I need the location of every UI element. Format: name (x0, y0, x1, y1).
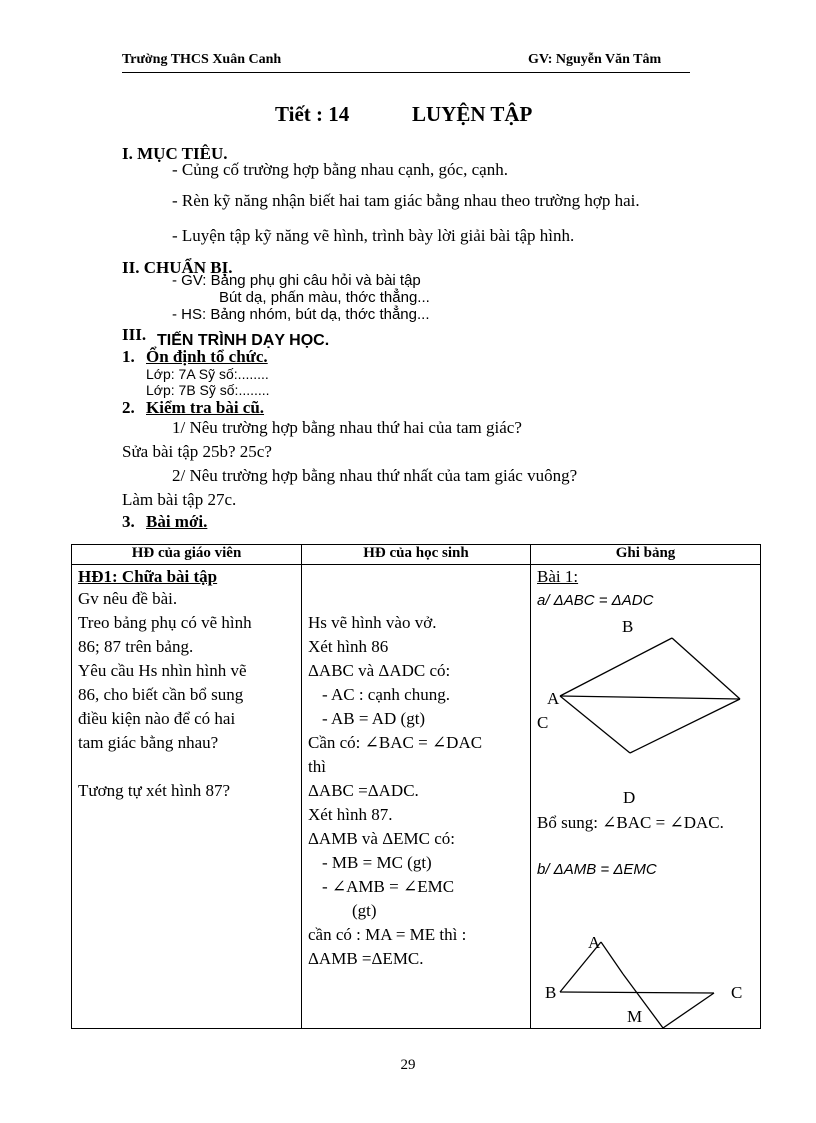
supplement-condition: Bổ sung: ∠BAC = ∠DAC. (537, 813, 724, 832)
step-2-label: Kiểm tra bài cũ. (146, 398, 265, 417)
step-3-label: Bài mới. (146, 512, 208, 531)
segment-am (601, 942, 623, 974)
student-line: - ∠AMB = ∠EMC (322, 877, 455, 896)
student-line: ΔABC =ΔADC. (308, 781, 419, 800)
student-line: Hs vẽ hình vào vở. (308, 613, 437, 632)
school-name: Trường THCS Xuân Canh (122, 52, 282, 67)
page-number: 29 (400, 1057, 416, 1073)
student-line: ΔABC và ΔADC có: (308, 661, 451, 680)
student-line: - AB = AD (gt) (322, 709, 426, 728)
student-line: cần có : MA = ME thì : (308, 925, 467, 944)
header-student-activity: HĐ của học sinh (302, 545, 531, 565)
teacher-column (72, 565, 302, 1029)
segment-bc (672, 638, 740, 699)
objective-2: - Rèn kỹ năng nhận biết hai tam giác bằng nhau theo trường hợp hai. (172, 191, 640, 210)
segment-ab (560, 638, 672, 696)
teacher-line: Yêu cầu Hs nhìn hình vẽ (78, 661, 247, 680)
activity-1-heading: HĐ1: Chữa bài tập (78, 567, 218, 586)
prep-teacher-tools: Bút dạ, phấn màu, thớc thẳng... (219, 289, 430, 306)
teacher-line: 86, cho biết cần bổ sung (78, 685, 244, 704)
student-line: (gt) (352, 901, 377, 920)
fig2-label-c: C (731, 983, 743, 1002)
student-line: Cần có: ∠BAC = ∠DAC (308, 733, 483, 752)
student-line: - AC : cạnh chung. (322, 685, 450, 704)
fig2-label-b: B (545, 983, 557, 1002)
fig1-label-a: A (547, 689, 560, 708)
segment-cd (630, 699, 740, 753)
lesson-period: Tiết : 14 (275, 102, 350, 126)
section-3-number: III. (122, 325, 147, 344)
teacher-line: tam giác bằng nhau? (78, 733, 219, 752)
student-column (302, 565, 531, 1029)
fig1-label-b: B (622, 617, 634, 636)
step-2-number: 2. (122, 398, 135, 417)
step-1-label: Ổn định tổ chức. (146, 347, 268, 366)
teacher-line: Gv nêu đề bài. (78, 589, 178, 608)
part-b-statement: b/ ΔAMB = ΔEMC (537, 861, 657, 878)
exercise-title: Bài 1: (537, 567, 579, 586)
segment-ac (560, 696, 740, 699)
lesson-table (71, 544, 761, 1029)
header-teacher-activity: HĐ của giáo viên (72, 545, 302, 565)
part-a-statement: a/ ΔABC = ΔADC (537, 592, 654, 609)
figure-86 (531, 565, 761, 1028)
fig2-label-a: A (588, 933, 601, 952)
student-line: Xét hình 87. (308, 805, 393, 824)
objective-1: - Củng cố trường hợp bằng nhau cạnh, góc, cạnh. (172, 160, 508, 179)
fig2-label-m: M (627, 1007, 643, 1026)
segment-da (560, 696, 630, 753)
student-line: ΔAMB và ΔEMC có: (308, 829, 455, 848)
teacher-line: Tương tự xét hình 87? (78, 781, 231, 800)
class-7b: Lớp: 7B Sỹ số:........ (146, 382, 270, 398)
teacher-line: điều kiện nào để có hai (78, 709, 236, 728)
objective-3: - Luyện tập kỹ năng vẽ hình, trình bày lời giải bài tập hình. (172, 226, 575, 245)
teacher-name: GV: Nguyễn Văn Tâm (528, 52, 662, 67)
student-line: Xét hình 86 (308, 637, 389, 656)
question-1: 1/ Nêu trường hợp bằng nhau thứ hai của tam giác? (172, 418, 522, 437)
question-2: 2/ Nêu trường hợp bằng nhau thứ nhất của tam giác vuông? (172, 466, 578, 485)
segment-ce (663, 993, 714, 1028)
step-1-number: 1. (122, 347, 135, 366)
fig1-label-d: D (623, 788, 636, 807)
section-2-heading: II. CHUẨN BỊ. (122, 258, 233, 277)
class-7a: Lớp: 7A Sỹ số:........ (146, 366, 269, 382)
fig1-label-c: C (537, 713, 549, 732)
board-column (531, 565, 761, 1029)
header-board-notes: Ghi bảng (531, 545, 761, 565)
header-rule (122, 72, 690, 73)
teacher-line: 86; 87 trên bảng. (78, 637, 194, 656)
step-3-number: 3. (122, 512, 135, 531)
section-1-heading: I. MỤC TIÊU. (122, 144, 228, 163)
student-line: thì (308, 757, 326, 776)
student-line: - MB = MC (gt) (322, 853, 432, 872)
section-3-heading: TIẾN TRÌNH DẠY HỌC. (157, 332, 330, 349)
teacher-line: Treo bảng phụ có vẽ hình (78, 613, 252, 632)
prep-student: - HS: Bảng nhóm, bút dạ, thớc thẳng... (172, 306, 430, 323)
prep-teacher: - GV: Bảng phụ ghi câu hỏi và bài tập (172, 272, 421, 289)
question-2-exercise: Làm bài tập 27c. (122, 490, 237, 509)
question-1-exercise: Sửa bài tập 25b? 25c? (122, 442, 272, 461)
student-line: ΔAMB =ΔEMC. (308, 949, 424, 968)
lesson-title: LUYỆN TẬP (412, 102, 533, 126)
